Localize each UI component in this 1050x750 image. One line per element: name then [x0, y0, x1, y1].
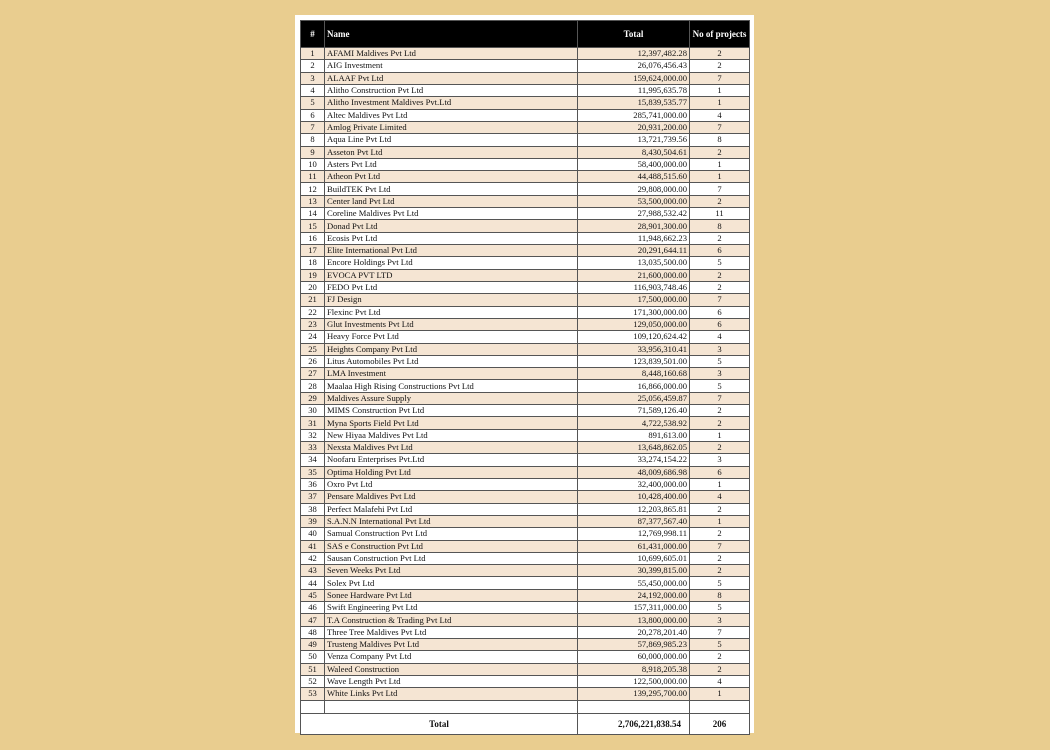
table-row — [301, 183, 750, 195]
project-count: 5 — [690, 577, 750, 589]
project-count: 2 — [690, 48, 750, 60]
row-index: 25 — [301, 343, 325, 355]
row-index: 1 — [301, 48, 325, 60]
project-count: 3 — [690, 368, 750, 380]
table-row — [301, 208, 750, 220]
project-count: 2 — [690, 417, 750, 429]
project-count: 1 — [690, 515, 750, 527]
table-header-row — [301, 21, 750, 48]
contractor-name: S.A.N.N International Pvt Ltd — [325, 515, 578, 527]
contractor-name: AIG Investment — [325, 60, 578, 72]
contractor-name: Amlog Private Limited — [325, 121, 578, 133]
contract-total: 123,839,501.00 — [578, 355, 690, 367]
table-row — [301, 577, 750, 589]
project-count: 8 — [690, 220, 750, 232]
project-count: 3 — [690, 343, 750, 355]
table-row — [301, 257, 750, 269]
table-row — [301, 602, 750, 614]
spacer-cell — [301, 700, 325, 713]
row-index: 52 — [301, 675, 325, 687]
contractor-name: Asters Pvt Ltd — [325, 158, 578, 170]
contractor-name: Nexsta Maldives Pvt Ltd — [325, 442, 578, 454]
spacer-cell — [578, 700, 690, 713]
contractor-name: White Links Pvt Ltd — [325, 688, 578, 700]
table-row — [301, 97, 750, 109]
project-count: 8 — [690, 589, 750, 601]
contract-total: 12,203,865.81 — [578, 503, 690, 515]
row-index: 53 — [301, 688, 325, 700]
contractor-name: Encore Holdings Pvt Ltd — [325, 257, 578, 269]
table-row — [301, 232, 750, 244]
table-row — [301, 442, 750, 454]
project-count: 3 — [690, 454, 750, 466]
contract-total: 33,274,154.22 — [578, 454, 690, 466]
table-row — [301, 281, 750, 293]
project-count: 2 — [690, 60, 750, 72]
total-row — [301, 713, 750, 734]
table-row — [301, 60, 750, 72]
row-index: 35 — [301, 466, 325, 478]
header-name: Name — [325, 21, 578, 48]
project-count: 4 — [690, 109, 750, 121]
row-index: 23 — [301, 318, 325, 330]
table-row — [301, 146, 750, 158]
contract-total: 122,500,000.00 — [578, 675, 690, 687]
contract-total: 8,430,504.61 — [578, 146, 690, 158]
spacer-cell — [325, 700, 578, 713]
row-index: 43 — [301, 565, 325, 577]
row-index: 38 — [301, 503, 325, 515]
header-index: # — [301, 21, 325, 48]
table-row — [301, 614, 750, 626]
contract-total: 13,721,739.56 — [578, 134, 690, 146]
project-count: 8 — [690, 134, 750, 146]
contractor-name: Waleed Construction — [325, 663, 578, 675]
table-row — [301, 380, 750, 392]
contractor-name: SAS e Construction Pvt Ltd — [325, 540, 578, 552]
project-count: 2 — [690, 442, 750, 454]
contract-total: 55,450,000.00 — [578, 577, 690, 589]
table-row — [301, 663, 750, 675]
contractor-name: Solex Pvt Ltd — [325, 577, 578, 589]
row-index: 21 — [301, 294, 325, 306]
row-index: 18 — [301, 257, 325, 269]
contractor-name: Asseton Pvt Ltd — [325, 146, 578, 158]
table-row — [301, 417, 750, 429]
contract-total: 285,741,000.00 — [578, 109, 690, 121]
contract-total: 171,300,000.00 — [578, 306, 690, 318]
contract-total: 13,035,500.00 — [578, 257, 690, 269]
row-index: 49 — [301, 639, 325, 651]
project-count: 1 — [690, 688, 750, 700]
row-index: 45 — [301, 589, 325, 601]
contract-total: 139,295,700.00 — [578, 688, 690, 700]
table-row — [301, 48, 750, 60]
row-index: 6 — [301, 109, 325, 121]
contractor-name: Litus Automobiles Pvt Ltd — [325, 355, 578, 367]
contract-total: 12,769,998.11 — [578, 528, 690, 540]
project-count: 5 — [690, 355, 750, 367]
contract-total: 27,988,532.42 — [578, 208, 690, 220]
table-row — [301, 503, 750, 515]
contractor-name: LMA Investment — [325, 368, 578, 380]
contract-total: 8,448,160.68 — [578, 368, 690, 380]
contract-total: 17,500,000.00 — [578, 294, 690, 306]
contract-total: 15,839,535.77 — [578, 97, 690, 109]
row-index: 41 — [301, 540, 325, 552]
contract-total: 116,903,748.46 — [578, 281, 690, 293]
project-count: 2 — [690, 663, 750, 675]
project-count: 6 — [690, 466, 750, 478]
row-index: 5 — [301, 97, 325, 109]
contractor-name: Pensare Maldives Pvt Ltd — [325, 491, 578, 503]
contractor-name: Center land Pvt Ltd — [325, 195, 578, 207]
contractor-name: Sausan Construction Pvt Ltd — [325, 552, 578, 564]
contract-total: 53,500,000.00 — [578, 195, 690, 207]
contractors-table — [300, 20, 750, 735]
row-index: 10 — [301, 158, 325, 170]
project-count: 7 — [690, 540, 750, 552]
contract-total: 4,722,538.92 — [578, 417, 690, 429]
contract-total: 8,918,205.38 — [578, 663, 690, 675]
contractor-name: Alitho Investment Maldives Pvt.Ltd — [325, 97, 578, 109]
project-count: 1 — [690, 429, 750, 441]
contractor-name: Oxro Pvt Ltd — [325, 478, 578, 490]
table-row — [301, 528, 750, 540]
project-count: 5 — [690, 257, 750, 269]
contractor-name: AFAMI Maldives Pvt Ltd — [325, 48, 578, 60]
contractor-name: Flexinc Pvt Ltd — [325, 306, 578, 318]
contract-total: 61,431,000.00 — [578, 540, 690, 552]
table-row — [301, 392, 750, 404]
contractor-name: Myna Sports Field Pvt Ltd — [325, 417, 578, 429]
row-index: 44 — [301, 577, 325, 589]
contractor-name: Aqua Line Pvt Ltd — [325, 134, 578, 146]
row-index: 2 — [301, 60, 325, 72]
row-index: 4 — [301, 84, 325, 96]
contractor-name: Atheon Pvt Ltd — [325, 171, 578, 183]
project-count: 6 — [690, 306, 750, 318]
contractor-name: Venza Company Pvt Ltd — [325, 651, 578, 663]
contractor-name: Sonee Hardware Pvt Ltd — [325, 589, 578, 601]
table-row — [301, 134, 750, 146]
table-row — [301, 454, 750, 466]
row-index: 32 — [301, 429, 325, 441]
row-index: 36 — [301, 478, 325, 490]
row-index: 47 — [301, 614, 325, 626]
contractor-name: Donad Pvt Ltd — [325, 220, 578, 232]
contract-total: 30,399,815.00 — [578, 565, 690, 577]
spacer-row — [301, 700, 750, 713]
contract-total: 57,869,985.23 — [578, 639, 690, 651]
contract-total: 26,076,456.43 — [578, 60, 690, 72]
contractor-name: Coreline Maldives Pvt Ltd — [325, 208, 578, 220]
contractor-name: Glut Investments Pvt Ltd — [325, 318, 578, 330]
contractor-name: Wave Length Pvt Ltd — [325, 675, 578, 687]
project-count: 5 — [690, 602, 750, 614]
table-row — [301, 552, 750, 564]
table-row — [301, 121, 750, 133]
contractor-name: Optima Holding Pvt Ltd — [325, 466, 578, 478]
contract-total: 891,613.00 — [578, 429, 690, 441]
grand-total: 2,706,221,838.54 — [578, 713, 690, 734]
row-index: 27 — [301, 368, 325, 380]
row-index: 14 — [301, 208, 325, 220]
contractor-name: Ecosis Pvt Ltd — [325, 232, 578, 244]
contract-total: 33,956,310.41 — [578, 343, 690, 355]
contract-total: 10,428,400.00 — [578, 491, 690, 503]
header-total: Total — [578, 21, 690, 48]
row-index: 22 — [301, 306, 325, 318]
table-row — [301, 72, 750, 84]
contract-total: 13,648,862.05 — [578, 442, 690, 454]
project-count: 2 — [690, 269, 750, 281]
project-count: 7 — [690, 121, 750, 133]
table-body — [301, 48, 750, 735]
contract-total: 20,278,201.40 — [578, 626, 690, 638]
contractor-name: Samual Construction Pvt Ltd — [325, 528, 578, 540]
contractor-name: Perfect Malafehi Pvt Ltd — [325, 503, 578, 515]
row-index: 34 — [301, 454, 325, 466]
contractor-name: Three Tree Maldives Pvt Ltd — [325, 626, 578, 638]
row-index: 48 — [301, 626, 325, 638]
project-count: 2 — [690, 232, 750, 244]
table-row — [301, 318, 750, 330]
project-count: 2 — [690, 565, 750, 577]
contractor-name: Altec Maldives Pvt Ltd — [325, 109, 578, 121]
row-index: 7 — [301, 121, 325, 133]
contract-total: 11,948,662.23 — [578, 232, 690, 244]
row-index: 16 — [301, 232, 325, 244]
table-row — [301, 405, 750, 417]
document-sheet — [295, 15, 754, 733]
project-count: 2 — [690, 146, 750, 158]
project-count: 2 — [690, 195, 750, 207]
contract-total: 157,311,000.00 — [578, 602, 690, 614]
row-index: 30 — [301, 405, 325, 417]
project-count: 7 — [690, 626, 750, 638]
table-row — [301, 540, 750, 552]
contractor-name: Noofaru Enterprises Pvt.Ltd — [325, 454, 578, 466]
contract-total: 48,009,686.98 — [578, 466, 690, 478]
project-count: 7 — [690, 72, 750, 84]
contract-total: 10,699,605.01 — [578, 552, 690, 564]
contract-total: 109,120,624.42 — [578, 331, 690, 343]
contract-total: 71,589,126.40 — [578, 405, 690, 417]
row-index: 31 — [301, 417, 325, 429]
table-row — [301, 515, 750, 527]
row-index: 51 — [301, 663, 325, 675]
project-count: 4 — [690, 491, 750, 503]
row-index: 11 — [301, 171, 325, 183]
contract-total: 25,056,459.87 — [578, 392, 690, 404]
table-row — [301, 294, 750, 306]
table-row — [301, 245, 750, 257]
project-count: 4 — [690, 331, 750, 343]
table-row — [301, 651, 750, 663]
contract-total: 12,397,482.28 — [578, 48, 690, 60]
contractor-name: Seven Weeks Pvt Ltd — [325, 565, 578, 577]
table-row — [301, 195, 750, 207]
row-index: 26 — [301, 355, 325, 367]
project-count: 2 — [690, 528, 750, 540]
contract-total: 21,600,000.00 — [578, 269, 690, 281]
project-count: 1 — [690, 171, 750, 183]
contractor-name: EVOCA PVT LTD — [325, 269, 578, 281]
contract-total: 20,291,644.11 — [578, 245, 690, 257]
contract-total: 32,400,000.00 — [578, 478, 690, 490]
row-index: 12 — [301, 183, 325, 195]
project-count: 5 — [690, 380, 750, 392]
project-count: 1 — [690, 478, 750, 490]
table-row — [301, 466, 750, 478]
contractor-name: T.A Construction & Trading Pvt Ltd — [325, 614, 578, 626]
contract-total: 129,050,000.00 — [578, 318, 690, 330]
table-row — [301, 158, 750, 170]
project-count: 1 — [690, 97, 750, 109]
contractor-name: Elite International Pvt Ltd — [325, 245, 578, 257]
row-index: 33 — [301, 442, 325, 454]
row-index: 50 — [301, 651, 325, 663]
contract-total: 60,000,000.00 — [578, 651, 690, 663]
contractor-name: Heavy Force Pvt Ltd — [325, 331, 578, 343]
contract-total: 13,800,000.00 — [578, 614, 690, 626]
project-count: 6 — [690, 318, 750, 330]
contractor-name: Trusteng Maldives Pvt Ltd — [325, 639, 578, 651]
contractor-name: Maalaa High Rising Constructions Pvt Ltd — [325, 380, 578, 392]
contract-total: 11,995,635.78 — [578, 84, 690, 96]
row-index: 15 — [301, 220, 325, 232]
row-index: 46 — [301, 602, 325, 614]
project-count: 2 — [690, 503, 750, 515]
table-row — [301, 306, 750, 318]
contract-total: 159,624,000.00 — [578, 72, 690, 84]
row-index: 9 — [301, 146, 325, 158]
row-index: 42 — [301, 552, 325, 564]
table-row — [301, 675, 750, 687]
contractor-name: ALAAF Pvt Ltd — [325, 72, 578, 84]
table-row — [301, 355, 750, 367]
row-index: 28 — [301, 380, 325, 392]
project-count: 2 — [690, 651, 750, 663]
spacer-cell — [690, 700, 750, 713]
project-count: 2 — [690, 405, 750, 417]
row-index: 17 — [301, 245, 325, 257]
project-count: 1 — [690, 158, 750, 170]
contractor-name: Swift Engineering Pvt Ltd — [325, 602, 578, 614]
table-row — [301, 429, 750, 441]
contractor-name: Alitho Construction Pvt Ltd — [325, 84, 578, 96]
total-label: Total — [301, 713, 578, 734]
project-count: 6 — [690, 245, 750, 257]
row-index: 13 — [301, 195, 325, 207]
project-count: 3 — [690, 614, 750, 626]
contract-total: 28,901,300.00 — [578, 220, 690, 232]
row-index: 39 — [301, 515, 325, 527]
row-index: 19 — [301, 269, 325, 281]
table-row — [301, 688, 750, 700]
project-count: 11 — [690, 208, 750, 220]
contract-total: 29,808,000.00 — [578, 183, 690, 195]
project-count: 7 — [690, 392, 750, 404]
table-row — [301, 84, 750, 96]
row-index: 20 — [301, 281, 325, 293]
contractor-name: Heights Company Pvt Ltd — [325, 343, 578, 355]
table-row — [301, 368, 750, 380]
table-row — [301, 565, 750, 577]
contract-total: 58,400,000.00 — [578, 158, 690, 170]
contract-total: 87,377,567.40 — [578, 515, 690, 527]
row-index: 40 — [301, 528, 325, 540]
row-index: 24 — [301, 331, 325, 343]
row-index: 37 — [301, 491, 325, 503]
table-row — [301, 220, 750, 232]
project-count: 7 — [690, 294, 750, 306]
table-row — [301, 269, 750, 281]
total-projects: 206 — [690, 713, 750, 734]
table-row — [301, 343, 750, 355]
project-count: 4 — [690, 675, 750, 687]
table-row — [301, 639, 750, 651]
project-count: 2 — [690, 281, 750, 293]
contract-total: 20,931,200.00 — [578, 121, 690, 133]
row-index: 29 — [301, 392, 325, 404]
row-index: 8 — [301, 134, 325, 146]
project-count: 1 — [690, 84, 750, 96]
project-count: 5 — [690, 639, 750, 651]
table-row — [301, 478, 750, 490]
contractor-name: BuildTEK Pvt Ltd — [325, 183, 578, 195]
contractor-name: Maldives Assure Supply — [325, 392, 578, 404]
contractor-name: New Hiyaa Maldives Pvt Ltd — [325, 429, 578, 441]
table-row — [301, 589, 750, 601]
project-count: 2 — [690, 552, 750, 564]
contractor-name: MIMS Construction Pvt Ltd — [325, 405, 578, 417]
contract-total: 16,866,000.00 — [578, 380, 690, 392]
header-projects: No of projects — [690, 21, 750, 48]
contractor-name: FEDO Pvt Ltd — [325, 281, 578, 293]
row-index: 3 — [301, 72, 325, 84]
project-count: 7 — [690, 183, 750, 195]
contractor-name: FJ Design — [325, 294, 578, 306]
contract-total: 24,192,000.00 — [578, 589, 690, 601]
contract-total: 44,488,515.60 — [578, 171, 690, 183]
table-row — [301, 331, 750, 343]
table-row — [301, 626, 750, 638]
table-row — [301, 171, 750, 183]
table-row — [301, 491, 750, 503]
table-row — [301, 109, 750, 121]
